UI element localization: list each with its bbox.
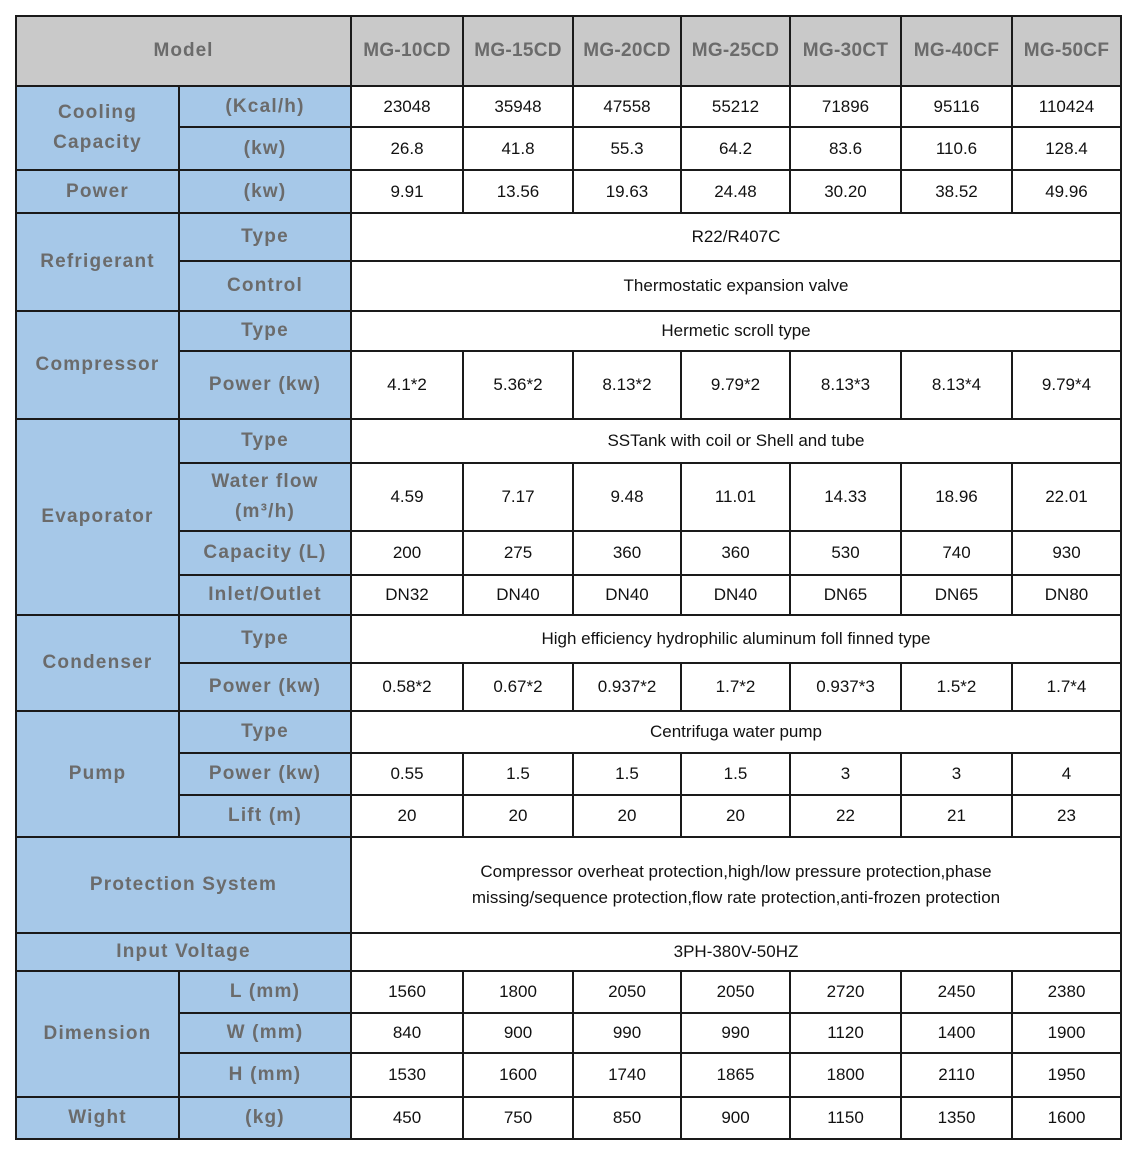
power-value: 30.20 bbox=[790, 170, 901, 213]
cooling-kcal-row bbox=[16, 86, 1121, 127]
dimension-h-value: 1950 bbox=[1012, 1053, 1121, 1097]
dimension-h-row bbox=[16, 1053, 1121, 1097]
pump-lift-row bbox=[16, 795, 1121, 837]
power-value: 13.56 bbox=[463, 170, 573, 213]
power-value: 49.96 bbox=[1012, 170, 1121, 213]
model-label: Model bbox=[16, 16, 351, 86]
cooling-kw-value: 26.8 bbox=[351, 127, 463, 170]
cooling-kcal-value: 55212 bbox=[681, 86, 790, 127]
dimension-w-value: 1400 bbox=[901, 1013, 1012, 1053]
model-name: MG-50CF bbox=[1012, 16, 1121, 86]
evaporator-capacity-value: 360 bbox=[573, 531, 681, 575]
model-name: MG-40CF bbox=[901, 16, 1012, 86]
model-header-row bbox=[16, 16, 1121, 86]
evaporator-inlet-row bbox=[16, 575, 1121, 615]
weight-unit: (kg) bbox=[179, 1097, 351, 1139]
evaporator-capacity-value: 530 bbox=[790, 531, 901, 575]
dimension-h-value: 1800 bbox=[790, 1053, 901, 1097]
power-value: 9.91 bbox=[351, 170, 463, 213]
cooling-kcal-unit: (Kcal/h) bbox=[179, 86, 351, 127]
evaporator-flow-value: 22.01 bbox=[1012, 463, 1121, 531]
dimension-l-value: 2050 bbox=[681, 971, 790, 1013]
dimension-l-value: 2450 bbox=[901, 971, 1012, 1013]
evaporator-flow-value: 7.17 bbox=[463, 463, 573, 531]
cooling-kcal-value: 35948 bbox=[463, 86, 573, 127]
condenser-power-label: Power (kw) bbox=[179, 663, 351, 711]
evaporator-type-label: Type bbox=[179, 419, 351, 463]
protection-value: Compressor overheat protection,high/low pressure protection,phase missing/sequence protection,flow rate protection,anti-frozen protection bbox=[351, 837, 1121, 933]
weight-value: 1150 bbox=[790, 1097, 901, 1139]
evaporator-inlet-label: Inlet/Outlet bbox=[179, 575, 351, 615]
weight-row bbox=[16, 1097, 1121, 1139]
pump-power-value: 3 bbox=[901, 753, 1012, 795]
cooling-kw-value: 110.6 bbox=[901, 127, 1012, 170]
dimension-h-label: H (mm) bbox=[179, 1053, 351, 1097]
evaporator-flow-value: 18.96 bbox=[901, 463, 1012, 531]
weight-value: 750 bbox=[463, 1097, 573, 1139]
condenser-power-row bbox=[16, 663, 1121, 711]
power-value: 19.63 bbox=[573, 170, 681, 213]
pump-lift-value: 23 bbox=[1012, 795, 1121, 837]
dimension-w-value: 990 bbox=[681, 1013, 790, 1053]
dimension-w-value: 1120 bbox=[790, 1013, 901, 1053]
condenser-type-label: Type bbox=[179, 615, 351, 663]
evaporator-label: Evaporator bbox=[16, 419, 179, 615]
model-name: MG-25CD bbox=[681, 16, 790, 86]
dimension-w-value: 900 bbox=[463, 1013, 573, 1053]
evaporator-inlet-value: DN40 bbox=[463, 575, 573, 615]
refrigerant-control-row bbox=[16, 261, 1121, 311]
evaporator-inlet-value: DN32 bbox=[351, 575, 463, 615]
cooling-kw-value: 41.8 bbox=[463, 127, 573, 170]
evaporator-capacity-value: 360 bbox=[681, 531, 790, 575]
pump-lift-value: 20 bbox=[351, 795, 463, 837]
dimension-h-value: 2110 bbox=[901, 1053, 1012, 1097]
evaporator-capacity-value: 275 bbox=[463, 531, 573, 575]
weight-value: 900 bbox=[681, 1097, 790, 1139]
evaporator-capacity-value: 200 bbox=[351, 531, 463, 575]
cooling-capacity-label: Cooling Capacity bbox=[16, 86, 179, 170]
compressor-type-label: Type bbox=[179, 311, 351, 351]
pump-power-value: 1.5 bbox=[463, 753, 573, 795]
compressor-power-value: 9.79*4 bbox=[1012, 351, 1121, 419]
compressor-power-value: 5.36*2 bbox=[463, 351, 573, 419]
cooling-kcal-value: 47558 bbox=[573, 86, 681, 127]
evaporator-flow-value: 9.48 bbox=[573, 463, 681, 531]
evaporator-capacity-label: Capacity (L) bbox=[179, 531, 351, 575]
input-voltage-row bbox=[16, 933, 1121, 971]
condenser-power-value: 0.67*2 bbox=[463, 663, 573, 711]
evaporator-type-row bbox=[16, 419, 1121, 463]
weight-value: 450 bbox=[351, 1097, 463, 1139]
cooling-kcal-value: 95116 bbox=[901, 86, 1012, 127]
pump-type-row bbox=[16, 711, 1121, 753]
condenser-power-value: 0.937*3 bbox=[790, 663, 901, 711]
dimension-l-value: 2720 bbox=[790, 971, 901, 1013]
compressor-type-row bbox=[16, 311, 1121, 351]
power-value: 38.52 bbox=[901, 170, 1012, 213]
evaporator-flow-row bbox=[16, 463, 1121, 531]
compressor-label: Compressor bbox=[16, 311, 179, 419]
dimension-l-label: L (mm) bbox=[179, 971, 351, 1013]
dimension-h-value: 1600 bbox=[463, 1053, 573, 1097]
dimension-w-value: 840 bbox=[351, 1013, 463, 1053]
pump-type-label: Type bbox=[179, 711, 351, 753]
compressor-power-value: 9.79*2 bbox=[681, 351, 790, 419]
pump-label: Pump bbox=[16, 711, 179, 837]
dimension-w-row bbox=[16, 1013, 1121, 1053]
evaporator-inlet-value: DN80 bbox=[1012, 575, 1121, 615]
evaporator-capacity-value: 740 bbox=[901, 531, 1012, 575]
pump-power-row bbox=[16, 753, 1121, 795]
cooling-kw-value: 83.6 bbox=[790, 127, 901, 170]
model-name: MG-15CD bbox=[463, 16, 573, 86]
weight-value: 1600 bbox=[1012, 1097, 1121, 1139]
pump-lift-value: 20 bbox=[573, 795, 681, 837]
pump-type-value: Centrifuga water pump bbox=[351, 711, 1121, 753]
spec-table bbox=[15, 15, 1122, 1140]
cooling-kw-row bbox=[16, 127, 1121, 170]
compressor-power-row bbox=[16, 351, 1121, 419]
power-row bbox=[16, 170, 1121, 213]
evaporator-inlet-value: DN65 bbox=[901, 575, 1012, 615]
refrigerant-control-value: Thermostatic expansion valve bbox=[351, 261, 1121, 311]
condenser-power-value: 0.58*2 bbox=[351, 663, 463, 711]
evaporator-flow-value: 11.01 bbox=[681, 463, 790, 531]
compressor-power-label: Power (kw) bbox=[179, 351, 351, 419]
dimension-w-value: 1900 bbox=[1012, 1013, 1121, 1053]
pump-lift-value: 20 bbox=[463, 795, 573, 837]
cooling-kw-value: 64.2 bbox=[681, 127, 790, 170]
power-value: 24.48 bbox=[681, 170, 790, 213]
evaporator-flow-label: Water flow (m³/h) bbox=[179, 463, 351, 531]
refrigerant-label: Refrigerant bbox=[16, 213, 179, 311]
cooling-kw-value: 128.4 bbox=[1012, 127, 1121, 170]
compressor-power-value: 8.13*4 bbox=[901, 351, 1012, 419]
weight-value: 850 bbox=[573, 1097, 681, 1139]
protection-label: Protection System bbox=[16, 837, 351, 933]
compressor-power-value: 8.13*3 bbox=[790, 351, 901, 419]
cooling-kcal-value: 110424 bbox=[1012, 86, 1121, 127]
evaporator-capacity-value: 930 bbox=[1012, 531, 1121, 575]
dimension-w-value: 990 bbox=[573, 1013, 681, 1053]
condenser-power-value: 1.7*4 bbox=[1012, 663, 1121, 711]
cooling-kcal-value: 23048 bbox=[351, 86, 463, 127]
evaporator-inlet-value: DN65 bbox=[790, 575, 901, 615]
model-name: MG-10CD bbox=[351, 16, 463, 86]
dimension-h-value: 1530 bbox=[351, 1053, 463, 1097]
pump-lift-value: 20 bbox=[681, 795, 790, 837]
dimension-l-value: 2380 bbox=[1012, 971, 1121, 1013]
model-name: MG-20CD bbox=[573, 16, 681, 86]
weight-value: 1350 bbox=[901, 1097, 1012, 1139]
pump-power-value: 0.55 bbox=[351, 753, 463, 795]
cooling-kcal-value: 71896 bbox=[790, 86, 901, 127]
condenser-power-value: 1.7*2 bbox=[681, 663, 790, 711]
refrigerant-control-label: Control bbox=[179, 261, 351, 311]
condenser-power-value: 1.5*2 bbox=[901, 663, 1012, 711]
dimension-w-label: W (mm) bbox=[179, 1013, 351, 1053]
pump-lift-label: Lift (m) bbox=[179, 795, 351, 837]
weight-label: Wight bbox=[16, 1097, 179, 1139]
dimension-l-value: 1800 bbox=[463, 971, 573, 1013]
pump-power-value: 1.5 bbox=[681, 753, 790, 795]
power-label: Power bbox=[16, 170, 179, 213]
evaporator-flow-value: 4.59 bbox=[351, 463, 463, 531]
pump-power-label: Power (kw) bbox=[179, 753, 351, 795]
dimension-label: Dimension bbox=[16, 971, 179, 1097]
cooling-kw-value: 55.3 bbox=[573, 127, 681, 170]
pump-lift-value: 22 bbox=[790, 795, 901, 837]
compressor-power-value: 8.13*2 bbox=[573, 351, 681, 419]
dimension-l-value: 1560 bbox=[351, 971, 463, 1013]
condenser-type-value: High efficiency hydrophilic aluminum foll finned type bbox=[351, 615, 1121, 663]
dimension-l-value: 2050 bbox=[573, 971, 681, 1013]
refrigerant-type-label: Type bbox=[179, 213, 351, 261]
pump-power-value: 3 bbox=[790, 753, 901, 795]
refrigerant-type-value: R22/R407C bbox=[351, 213, 1121, 261]
evaporator-inlet-value: DN40 bbox=[573, 575, 681, 615]
dimension-h-value: 1865 bbox=[681, 1053, 790, 1097]
pump-lift-value: 21 bbox=[901, 795, 1012, 837]
pump-power-value: 4 bbox=[1012, 753, 1121, 795]
evaporator-capacity-row bbox=[16, 531, 1121, 575]
compressor-power-value: 4.1*2 bbox=[351, 351, 463, 419]
dimension-l-row bbox=[16, 971, 1121, 1013]
protection-row bbox=[16, 837, 1121, 933]
cooling-kw-unit: (kw) bbox=[179, 127, 351, 170]
condenser-power-value: 0.937*2 bbox=[573, 663, 681, 711]
input-voltage-value: 3PH-380V-50HZ bbox=[351, 933, 1121, 971]
evaporator-flow-value: 14.33 bbox=[790, 463, 901, 531]
dimension-h-value: 1740 bbox=[573, 1053, 681, 1097]
evaporator-inlet-value: DN40 bbox=[681, 575, 790, 615]
model-name: MG-30CT bbox=[790, 16, 901, 86]
pump-power-value: 1.5 bbox=[573, 753, 681, 795]
condenser-label: Condenser bbox=[16, 615, 179, 711]
condenser-type-row bbox=[16, 615, 1121, 663]
compressor-type-value: Hermetic scroll type bbox=[351, 311, 1121, 351]
refrigerant-type-row bbox=[16, 213, 1121, 261]
power-unit: (kw) bbox=[179, 170, 351, 213]
evaporator-type-value: SSTank with coil or Shell and tube bbox=[351, 419, 1121, 463]
input-voltage-label: Input Voltage bbox=[16, 933, 351, 971]
